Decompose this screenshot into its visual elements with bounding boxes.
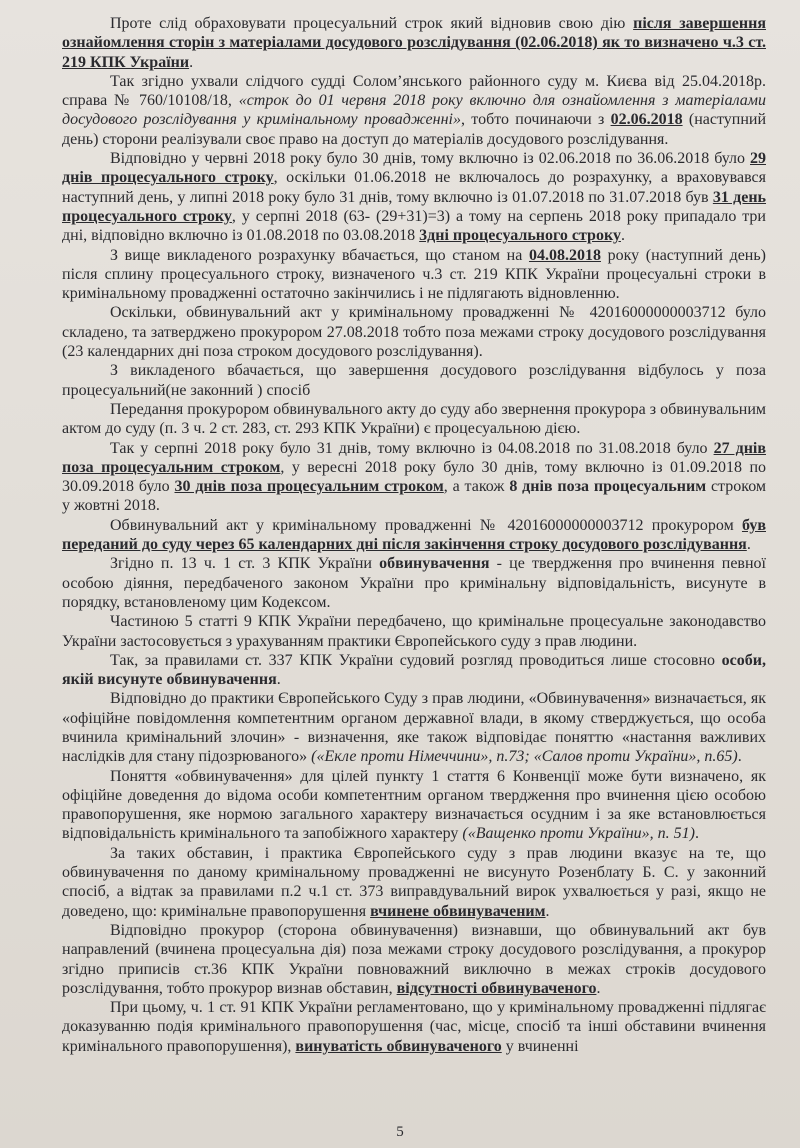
text-run: Обвинувальний акт у кримінальному провадженні № 42016000000003712 прокурором bbox=[110, 516, 742, 534]
text-run: , а також bbox=[443, 478, 510, 496]
paragraph bbox=[62, 651, 766, 690]
text-run-hl: 02.06.2018 bbox=[610, 111, 683, 129]
text-run: Згідно п. 13 ч. 1 ст. 3 КПК України bbox=[110, 555, 380, 573]
text-run: Відповідно прокурор (сторона обвинувачення) визнавши, що обвинувальний акт був направлений (вчинена процесуальна дія) поза межами строку досудового розслідування, а прокурор згідно приписів ст.36 КПК України повноважний виключно в межах строків досудового розслідування, тобто прокурор визнав обставин, bbox=[62, 921, 766, 997]
page-number: 5 bbox=[396, 1123, 404, 1140]
text-run: З викладеного вбачається, що завершення досудового розслідування відбулось у поза процесуальний(не законний ) спосіб bbox=[62, 362, 766, 399]
document-body bbox=[62, 14, 766, 1056]
paragraph bbox=[62, 72, 766, 149]
text-run: При цьому, ч. 1 ст. 91 КПК України регламентовано, що у кримінальному провадженні підлягає доказуванню подія кримінального правопорушення (час, місце, спосіб та інші обставини вчинення кримінального правопорушення), bbox=[62, 999, 766, 1055]
text-run: . bbox=[694, 825, 699, 843]
paragraph bbox=[62, 998, 766, 1056]
text-run: , у серпні 2018 (63- (29+31)=3) а тому на серпень 2018 року припадало три дні, відповідно включно із 01.08.2018 по 03.08.2018 bbox=[62, 207, 766, 245]
paragraph bbox=[62, 689, 766, 766]
paragraph bbox=[62, 612, 766, 651]
text-run-hl: винуватість обвинуваченого bbox=[295, 1037, 502, 1055]
text-run-hl: 31 день процесуального строку bbox=[62, 188, 767, 225]
text-run: у вчиненні bbox=[501, 1037, 579, 1055]
text-run: . bbox=[746, 536, 751, 554]
text-run-hl: був переданий до суду через 65 календарних дні після закінчення строку досудового розслідування bbox=[62, 516, 766, 554]
text-run: . bbox=[596, 979, 601, 997]
text-run-b: обвинувачення bbox=[379, 555, 490, 573]
text-run: . bbox=[545, 902, 550, 920]
paragraph bbox=[62, 149, 766, 245]
text-run-hl: 30 днів поза процесуальним строком bbox=[174, 478, 444, 496]
text-run: . bbox=[189, 53, 194, 71]
paragraph bbox=[62, 14, 766, 72]
text-run: , оскільки 01.06.2018 не включалось до розрахунку, а враховувався наступний день, у липні 2018 року було 31 днів, тому включно із 01.07.2018 по 31.07.2018 був bbox=[62, 169, 766, 206]
paragraph bbox=[62, 400, 766, 439]
text-run: Так у серпні 2018 року було 31 днів, тому включно із 04.08.2018 по 31.08.2018 було bbox=[110, 439, 714, 457]
text-run: За таких обставин, і практика Європейського суду з прав людини вказує на те, що обвинувачення по даному кримінальному провадженні не висунуто Розенблату Б. С. у законний спосіб, а відтак за правилами п.2 ч.1 ст. 373 виправдувальний вирок ухвалюється у разі, якщо не доведено, що: кримінальне правопорушення bbox=[62, 844, 766, 920]
text-run-b: особи, якій висунуте обвинувачення bbox=[62, 651, 766, 689]
text-run: . bbox=[737, 748, 742, 766]
text-run: року (наступний день) після сплину процесуального строку, визначеного ч.3 ст. 219 КПК України процесуальні строки в кримінальному провадженні остаточно закінчились і не підлягають відновленню. bbox=[62, 246, 766, 303]
text-run: . bbox=[276, 671, 281, 689]
text-run-i: («Ващенко проти України», п. 51) bbox=[462, 825, 695, 843]
paragraph bbox=[62, 767, 766, 844]
text-run: . bbox=[620, 227, 625, 245]
text-run: Проте слід обраховувати процесуальний строк який відновив свою дію bbox=[110, 15, 634, 32]
paragraph bbox=[62, 361, 766, 400]
paragraph bbox=[62, 844, 766, 921]
text-run: Оскільки, обвинувальний акт у кримінальному провадженні № 42016000000003712 було складено, та затверджено прокурором 27.08.2018 тобто поза межами строку досудового розслідування (23 календарних дні поза строком досудового розслідування). bbox=[62, 304, 766, 361]
text-run: Так згідно ухвали слідчого судді Солом’янського районного суду м. Києва від 25.04.2018р. справа № 760/10108/18, bbox=[62, 72, 766, 110]
text-run: Частиною 5 статті 9 КПК України передбачено, що кримінальне процесуальне законодавство України застосовується з урахуванням практики Європейського суду з прав людини. bbox=[62, 613, 766, 650]
text-run: Відповідно до практики Європейського Суду з прав людини, «Обвинувачення» визначається, як «офіційне повідомлення компетентним органом державної влади, в якому стверджується, що особа вчинила кримінальний злочин» - визначення, яке також відповідає поняттю «настання важливих наслідків для стану підозрюваного» bbox=[62, 690, 766, 766]
text-run-hl: 3дні процесуального строку bbox=[419, 227, 621, 245]
paragraph bbox=[62, 439, 766, 516]
text-run-i: («Екле проти Німеччини», п.73; «Салов проти України», п.65) bbox=[311, 748, 738, 766]
text-run: , тобто починаючи з bbox=[460, 111, 611, 129]
text-run: (наступний день) сторони реалізували своє право на доступ до матеріалів досудового розслідування. bbox=[62, 111, 766, 148]
text-run-hl: відсутності обвинуваченого bbox=[396, 979, 597, 997]
text-run-hl: після завершення ознайомлення сторін з матеріалами досудового розслідування (02.06.2018) як то визначено ч.3 ст. 219 КПК України bbox=[62, 15, 767, 71]
text-run: З вище викладеного розрахунку вбачається, що станом на bbox=[110, 246, 529, 264]
text-run: Відповідно у червні 2018 року було 30 днів, тому включно із 02.06.2018 по 36.06.2018 було bbox=[110, 150, 750, 168]
text-run: Передання прокурором обвинувального акту до суду або звернення прокурора з обвинувальним актом до суду (п. 3 ч. 2 ст. 283, ст. 293 КПК України) є процесуальною дією. bbox=[62, 400, 766, 438]
text-run-hl: 27 днів поза процесуальним строком bbox=[62, 439, 766, 476]
text-run: строком у жовтні 2018. bbox=[62, 478, 767, 515]
text-run-i: «строк до 01 червня 2018 року включно для ознайомлення з матеріалами досудового розслідування у кримінальному провадженні» bbox=[62, 92, 767, 129]
text-run: Поняття «обвинувачення» для цілей пункту 1 стаття 6 Конвенції може бути визначено, як офіційне доведення до відома особи компетентним органом твердження про вчинення цією особою правопорушення, яке нормою загального характеру визначається осудним і за яке встановлюється відповідальність кримінального та запобіжного характеру bbox=[62, 767, 766, 843]
text-run: - це твердження про вчинення певної особою діяння, передбаченого законом України про кримінальну відповідальність, висунуте в порядку, встановленому цим Кодексом. bbox=[62, 555, 766, 611]
text-run-hl: вчинене обвинуваченим bbox=[370, 902, 546, 920]
text-run-b: 8 днів поза процесуальним bbox=[509, 478, 707, 496]
text-run-hl: 29 днів процесуального строку bbox=[62, 150, 766, 187]
paragraph bbox=[62, 246, 766, 304]
text-run: , у вересні 2018 року було 30 днів, тому включно із 01.09.2018 по 30.09.2018 було bbox=[62, 458, 767, 496]
paragraph bbox=[62, 554, 766, 612]
text-run-hl: 04.08.2018 bbox=[528, 246, 601, 264]
paragraph bbox=[62, 516, 766, 555]
text-run: Так, за правилами ст. 337 КПК України судовий розгляд проводиться лише стосовно bbox=[110, 651, 722, 669]
paragraph bbox=[62, 303, 766, 361]
paragraph bbox=[62, 921, 766, 998]
